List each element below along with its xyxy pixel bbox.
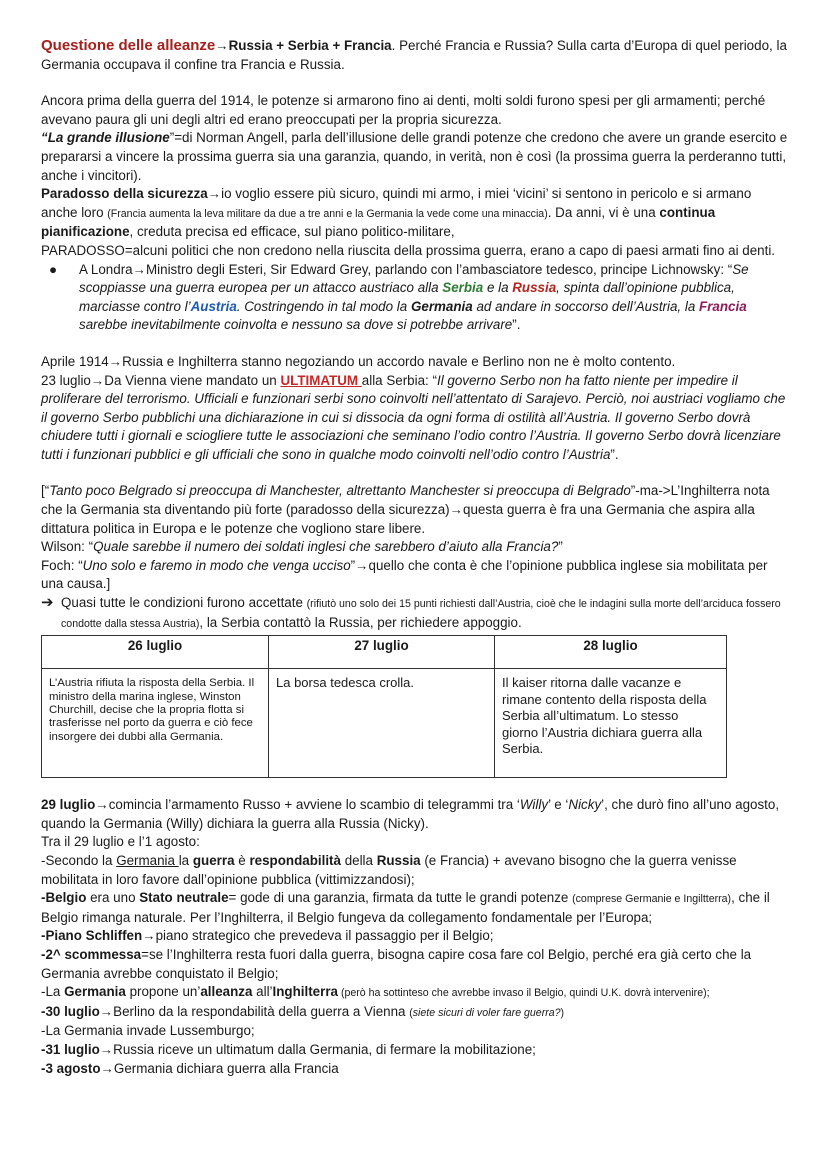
july-29-paragraph: 29 luglio→comincia l’armamento Russo + avviene lo scambio di telegrammi tra ‘Willy’ e ‘Nicky’, che durò fino all’uno agosto, quando la Germania (Willy) dichiara la guerra alla Russia (Nicky). — [41, 797, 780, 831]
july-events-table — [41, 635, 727, 778]
great-illusion-paragraph: “La grande illusione”=di Norman Angell, parla dell’illusione delle grandi potenze che credono che avere un grande esercito e prepararsi a vincere la prossima guerra sia una garanzia, quando, in verità, non è così (la prossima guerra la perderanno tutti, anche i vincitori). — [41, 130, 788, 183]
ultimatum-paragraph: 23 luglio→Da Vienna viene mandato un ULTIMATUM alla Serbia: “Il governo Serbo non ha fatto niente per impedire il proliferare del terrorismo. Ufficiali e funzionari serbi sono coinvolti nell’attentato di Sarajevo. Perciò, noi austriaci vogliamo che il governo Serbo pubblichi una dichiarazione in cui si dissocia da ogni forma di ostilità all’Austria. Il governo Serbo dovrà chiudere tutti i giornali e sciogliere tutte le associazioni che seminano l’odio contro l’Austria. Il governo Serbo dovrà licenziare tutti i funzionari pubblici e gli ufficiali che sono in qualche modo coinvolti nell’odio contro l’Austria”. — [41, 372, 786, 462]
list-item: -Belgio era uno Stato neutrale= gode di una garanzia, firmata da tutte le grandi potenze (comprese Germanie e Ingiltterra), che il Belgio rimanga naturale. Per l’Inghilterra, il Belgio fungeva da collegamento fondamentale per l’Europa; — [41, 890, 770, 925]
table-header: 27 luglio — [269, 636, 495, 669]
list-item: -La Germania invade Lussemburgo; — [41, 1023, 255, 1039]
grey-quote-bullet: ● A Londra→Ministro degli Esteri, Sir Edward Grey, parlando con l’ambasciatore tedesco, principe Lichnowsky: “Se scoppiasse una guerra europea per un attacco austriaco alla Serbia e la Russia, spinta dall’opinione pubblica, marciasse contro l’Austria. Costringendo in tal modo la Germania ad andare in soccorso dell’Austria, la Francia sarebbe inevitabilmente coinvolta e nessuno sa dove si potrebbe arrivare”. — [41, 261, 789, 335]
list-item: -Piano Schliffen→piano strategico che prevedeva il passaggio per il Belgio; — [41, 928, 494, 944]
document-content — [41, 37, 789, 1078]
paradox-definition: PARADOSSO=alcuni politici che non credono nella riuscita della prossima guerra, erano a capo di paesi armati fino ai denti. — [41, 242, 776, 258]
wilson-line: Wilson: “Quale sarebbe il numero dei soldati inglesi che sarebbero d’aiuto alla Francia?” — [41, 539, 563, 555]
table-header: 26 luglio — [42, 636, 269, 669]
conditions-arrow-item: ➔ Quasi tutte le condizioni furono accettate (rifiutò uno solo dei 15 punti richiesti dall’Austria, cioè che le indagini sulla morte dell’arciduca fossero condotte dalla stessa Austria), la Serbia contattò la Russia, per richiedere appoggio. — [41, 594, 789, 633]
list-item: -30 luglio→Berlino da la respondabilità della guerra a Vienna (siete sicuri di voler fare guerra?) — [41, 1003, 565, 1019]
armament-paragraph: Ancora prima della guerra del 1914, le potenze si armarono fino ai denti, molti soldi furono spesi per gli armamenti; perché avevano paura gli uni degli altri ed erano preoccupati per la propria sicurezza. — [41, 93, 766, 127]
april-1914-line: Aprile 1914→Russia e Inghilterra stanno negoziando un accordo navale e Berlino non ne è molto contento. — [41, 353, 676, 369]
ultimatum-word: ULTIMATUM — [280, 372, 362, 388]
bullet-icon: ● — [49, 261, 58, 277]
table-cell: La borsa tedesca crolla. — [269, 669, 495, 778]
table-cell: L’Austria rifiuta la risposta della Serbia. Il ministro della marina inglese, Winston Churchill, decise che la propria flotta si trasferisse nel porto da guerra e ciò fece insorgere dei dubbi alla Germania. — [42, 669, 269, 778]
table-header: 28 luglio — [495, 636, 727, 669]
security-paradox-paragraph: Paradosso della sicurezza→io voglio essere più sicuro, quindi mi armo, i miei ‘vicini’ si sentono in pericolo e si armano anche loro (Francia aumenta la leva militare da due a tre anni e la Germania la vede come una minaccia). Da anni, vi è una continua pianificazione, creduta precisa ed efficace, sul piano politico-militare, — [41, 186, 752, 240]
list-item: -31 luglio→Russia riceve un ultimatum dalla Germania, di fermare la mobilitazione; — [41, 1041, 536, 1057]
table-cell: Il kaiser ritorna dalle vacanze e rimane contento della risposta della Serbia all’ultimatum. Lo stesso giorno l’Austria dichiara guerra alla Serbia. — [495, 669, 727, 778]
list-item: -La Germania propone un’alleanza all’Inghilterra (però ha sottinteso che avrebbe invaso il Belgio, quindi U.K. dovrà intervenire); — [41, 984, 710, 1000]
foch-line: Foch: “Uno solo e faremo in modo che venga ucciso”→quello che conta è che l’opinione pubblica inglese sia mobilitata per una causa.] — [41, 557, 768, 592]
list-item: -2^ scommessa=se l’Inghilterra resta fuori dalla guerra, bisogna capire cosa fare col Belgio, perché era già certo che la Germania avrebbe conquistato il Belgio; — [41, 946, 752, 981]
intro-paragraph: Questione delle alleanze→Russia + Serbia + Francia. Perché Francia e Russia? Sulla carta d’Europa di quel periodo, la Germania occupava il confine tra Francia e Russia. — [41, 37, 787, 72]
belgrade-manchester-paragraph: [“Tanto poco Belgrado si preoccupa di Manchester, altrettanto Manchester si preoccupa di Belgrado”-ma->L’Inghilterra nota che la Germania sta diventando più forte (paradosso della sicurezza)→questa guerra è fra una Germania che aspira alla dittatura politica in Europa e le potenze che vogliono stare libere. — [41, 483, 770, 536]
arrow-right-icon: ➔ — [41, 594, 54, 612]
between-dates-line: Tra il 29 luglio e l’1 agosto: — [41, 834, 200, 850]
list-item: -Secondo la Germania la guerra è respondabilità della Russia (e Francia) + avevano bisogno che la guerra venisse mobilitata in loro favore dall’opinione pubblica (vittimizzandosi); — [41, 853, 737, 887]
section-title: Questione delle alleanze — [41, 37, 216, 54]
list-item: -3 agosto→Germania dichiara guerra alla Francia — [41, 1060, 339, 1076]
